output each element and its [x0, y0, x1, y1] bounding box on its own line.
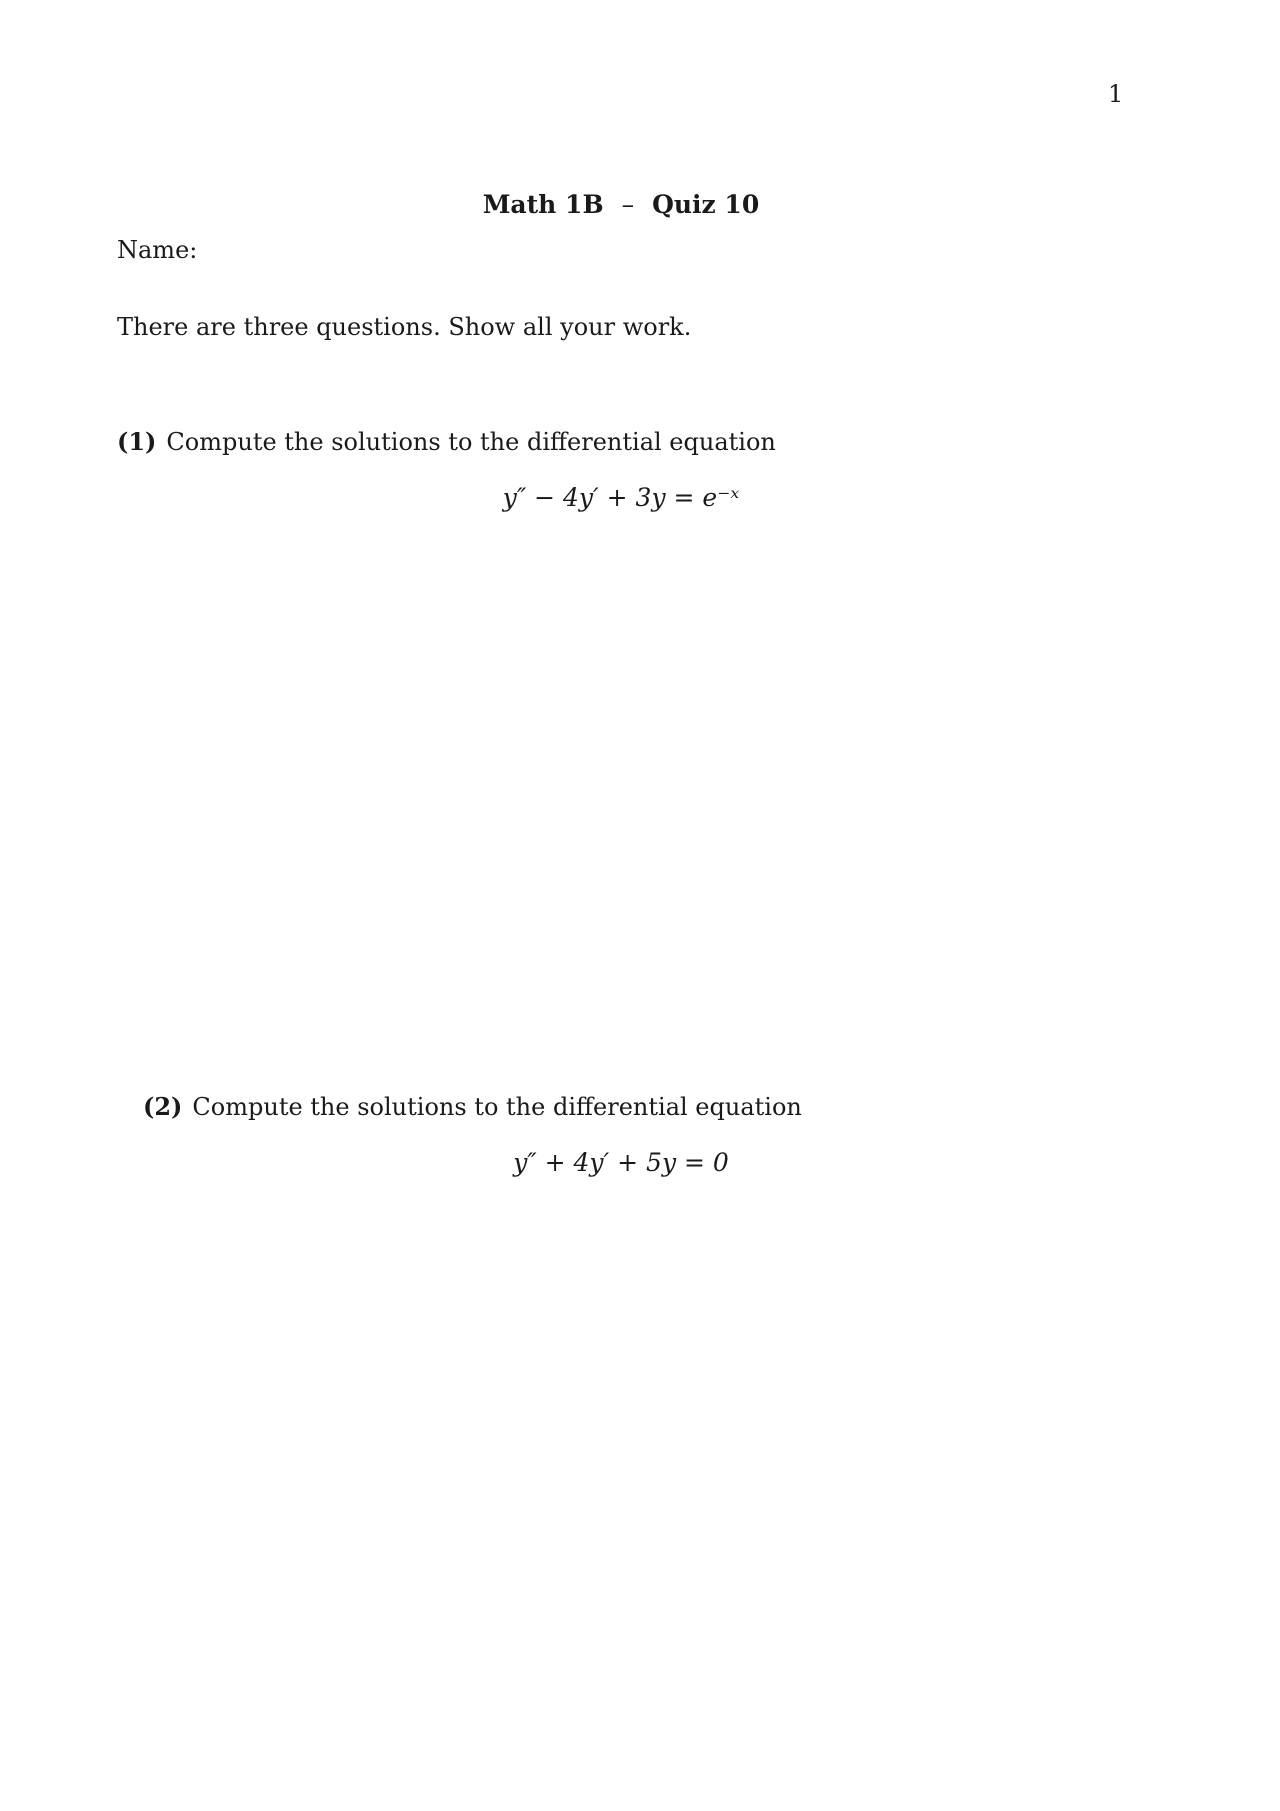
- page-number: 1: [1108, 80, 1124, 108]
- quiz-title: Quiz 10: [652, 190, 760, 219]
- question-2-equation: y″ + 4y′ + 5y = 0: [513, 1148, 729, 1177]
- question-2: [143, 1092, 802, 1121]
- page-title: [0, 190, 1242, 219]
- question-1-equation: y″ − 4y′ + 3y = e⁻ˣ: [502, 483, 740, 512]
- question-number: (1): [117, 427, 157, 456]
- question-number: (2): [143, 1092, 183, 1121]
- title-separator: –: [621, 190, 635, 219]
- question-1: [117, 427, 776, 456]
- question-prompt: Compute the solutions to the differential equation: [166, 428, 776, 456]
- instructions: There are three questions. Show all your work.: [117, 313, 692, 341]
- course-title: Math 1B: [482, 190, 604, 219]
- name-label: Name:: [117, 236, 198, 264]
- question-prompt: Compute the solutions to the differential equation: [192, 1093, 802, 1121]
